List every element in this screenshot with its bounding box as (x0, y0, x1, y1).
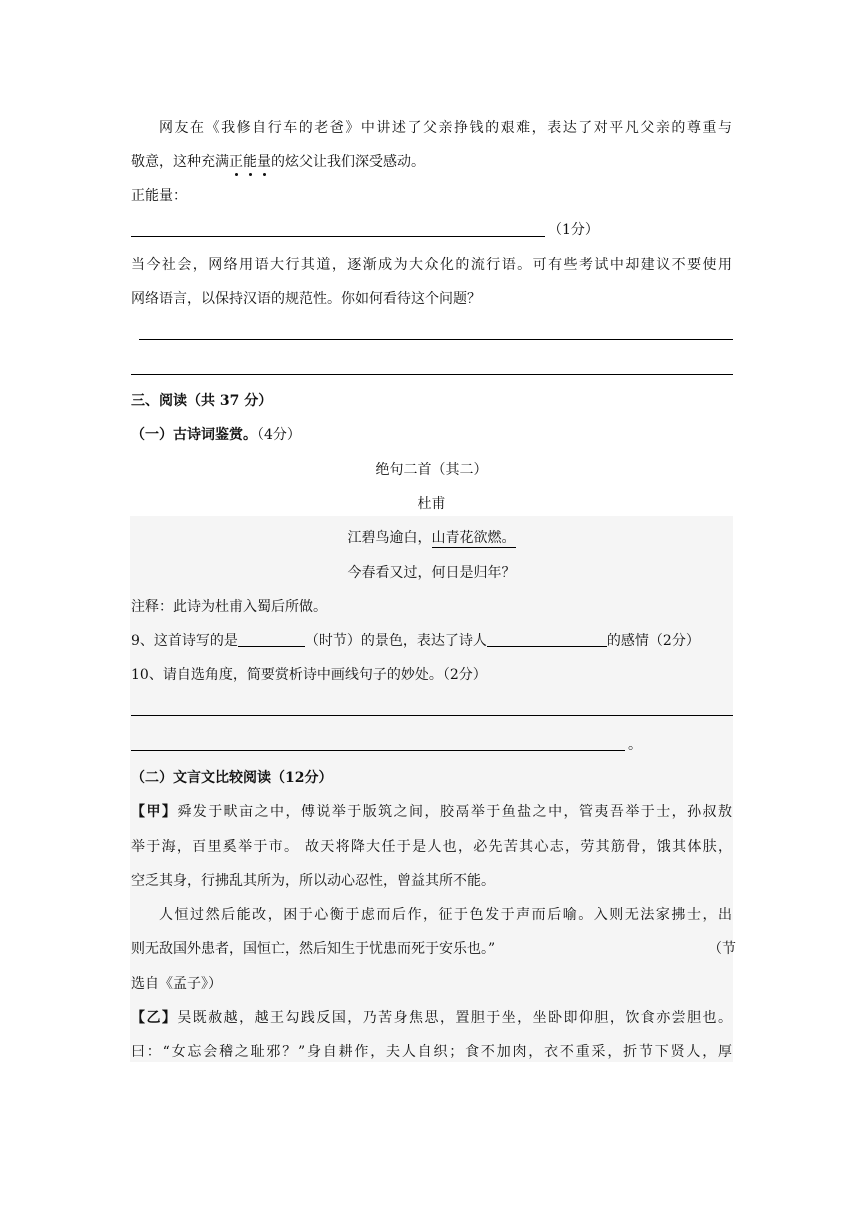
poem-note: 注释：此诗为杜甫入蜀后所做。 (131, 599, 327, 615)
emphasis-char (229, 154, 243, 170)
sub1-score: （4分） (257, 427, 301, 443)
question-10: 10、请自选角度，简要赏析诗中画线句子的妙处。（2分） (131, 667, 487, 683)
jia-line1 (131, 802, 732, 822)
yi-label: 【乙】 (131, 1010, 178, 1026)
poem-line1-underlined: 山青花欲燃。 (431, 530, 516, 546)
jia-text: 舜发于畎亩之中，傅说举于版筑之间，胶鬲举于鱼盐之中，管夷吾举于士，孙叔敖 (177, 804, 732, 820)
jia-line5: 则无敌国外患者，国恒亡，然后知生于忧患而死于安乐也。” (131, 941, 496, 957)
jia-label: 【甲】 (131, 804, 178, 820)
answer-line[interactable] (131, 374, 733, 375)
emphasis-char (257, 154, 271, 170)
yi-text: 吴既赦越，越王勾践反国，乃苦身焦思，置胆于坐，坐卧即仰胆，饮食亦尝胆也。 (177, 1010, 732, 1026)
jia-line2: 举于海，百里奚举于市。 故天将降大任于是人也，必先苦其心志，劳其筋骨，饿其体肤， (131, 839, 732, 855)
q9-text-a: 9、这首诗写的是 (131, 633, 238, 649)
label-zhengnengliang: 正能量： (131, 188, 187, 204)
poem-title: 绝句二首（其二） (375, 462, 488, 478)
q9-text-b: （时节）的景色，表达了诗人 (304, 633, 487, 649)
sub2-title: （二）文言文比较阅读（12分） (131, 770, 333, 786)
question-netlang-line2: 网络语言，以保持汉语的规范性。你如何看待这个问题？ (131, 291, 481, 307)
q9-blank-season[interactable] (238, 632, 305, 647)
jia-source-start: （节 (708, 941, 736, 957)
poem-line2: 今春看又过，何日是归年？ (347, 565, 516, 581)
jia-line4: 人恒过然后能改，困于心衡于虑而后作，征于色发于声而后喻。入则无法家拂士，出 (159, 907, 732, 923)
char: 能 (243, 154, 257, 170)
poem-author: 杜甫 (417, 496, 446, 512)
answer-line[interactable] (131, 750, 625, 751)
answer-line[interactable] (131, 236, 545, 237)
answer-line[interactable] (131, 715, 733, 716)
text-segment: 的炫父让我们深受感动。 (271, 154, 425, 170)
q9-blank-feeling[interactable] (487, 632, 607, 647)
poem-line1-part1: 江碧鸟逾白， (347, 530, 432, 546)
emphasis-char (243, 154, 257, 170)
section3-title: 三、阅读（共 37 分） (131, 393, 273, 409)
char: 正 (229, 154, 243, 170)
poem-line1 (130, 528, 733, 548)
yi-line1 (131, 1008, 732, 1028)
netfriend-paragraph-line2 (131, 152, 425, 172)
score-label: （1分） (548, 222, 599, 238)
question-netlang-line1: 当今社会，网络用语大行其道，逐渐成为大众化的流行语。可有些考试中却建议不要使用 (131, 257, 732, 273)
sub1-heading (131, 425, 301, 445)
answer-line[interactable] (139, 339, 733, 340)
period-mark: 。 (628, 737, 642, 753)
char: 量 (257, 154, 271, 170)
jia-line3: 空乏其身，行拂乱其所为，所以动心忍性，曾益其所不能。 (131, 873, 495, 889)
question-9 (131, 631, 700, 651)
q9-text-c: 的感情（2分） (606, 633, 700, 649)
text-segment: 敬意，这种充满 (131, 154, 229, 170)
netfriend-paragraph-line1: 网友在《我修自行车的老爸》中讲述了父亲挣钱的艰难，表达了对平凡父亲的尊重与 (159, 120, 732, 136)
jia-source: 选自《孟子》） (131, 976, 222, 992)
sub1-title: （一）古诗词鉴赏。 (131, 427, 257, 443)
yi-line2: 曰：“女忘会稽之耻邪？”身自耕作，夫人自织；食不加肉，衣不重采，折节下贤人，厚 (131, 1044, 732, 1060)
